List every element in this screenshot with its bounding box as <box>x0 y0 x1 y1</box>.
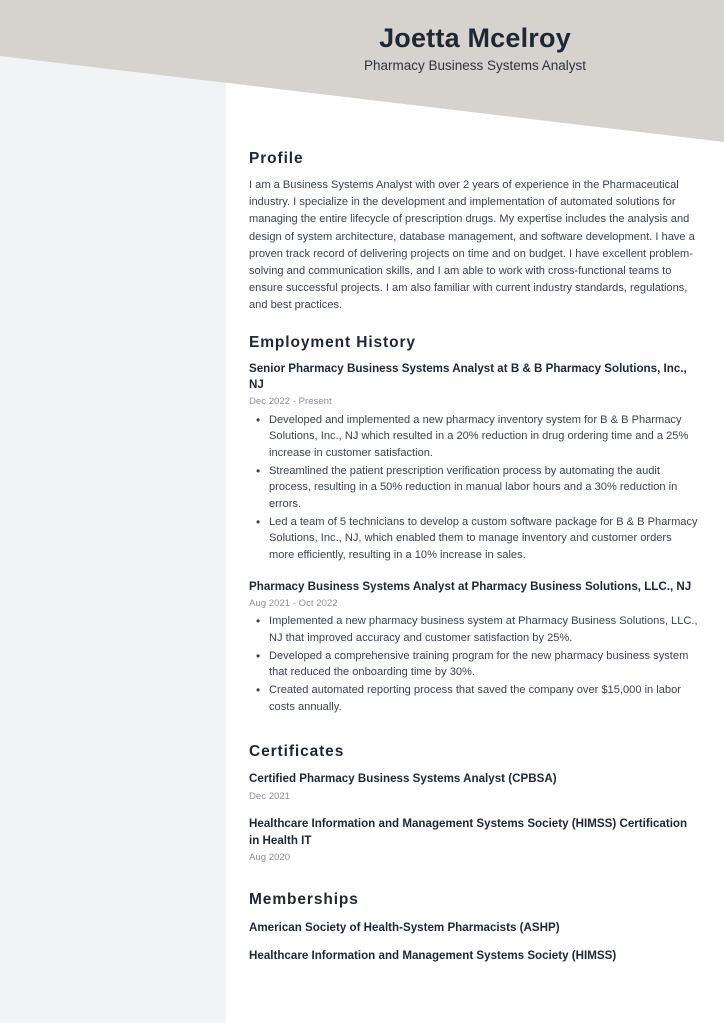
job-bullet: • Created automated reporting process that saved the company over $15,000 in labor costs annually. <box>249 682 699 715</box>
job-title: Pharmacy Business Systems Analyst <box>363 58 587 74</box>
main-content <box>249 150 699 976</box>
certificates-heading: Certificates <box>249 743 345 761</box>
job-title: Pharmacy Business Systems Analyst at Pharmacy Business Solutions, LLC., NJ <box>249 579 692 593</box>
certificate-date: Dec 2021 <box>249 790 291 802</box>
memberships-section <box>249 891 699 965</box>
job-bullet: • Streamlined the patient prescription verification process by automating the audit process, resulting in a 50% reduction in manual labor hours and a 30% reduction in errors. <box>249 463 699 513</box>
certificate-entry <box>249 816 699 864</box>
employment-heading: Employment History <box>249 333 416 351</box>
job-entry <box>249 579 699 716</box>
certificate-entry <box>249 771 699 803</box>
employment-section <box>249 334 699 716</box>
job-date: Dec 2022 - Present <box>249 396 332 408</box>
certificate-name: Healthcare Information and Management Systems Society (HIMSS) Certification in Health IT <box>249 817 688 847</box>
certificates-list <box>249 771 699 864</box>
job-entry <box>249 361 699 564</box>
job-bullets <box>249 412 699 564</box>
certificate-date: Aug 2020 <box>249 852 291 864</box>
memberships-list <box>249 920 699 965</box>
job-date: Aug 2021 - Oct 2022 <box>249 598 338 610</box>
memberships-heading: Memberships <box>249 890 359 908</box>
membership-name: American Society of Health-System Pharmacists (ASHP) <box>249 920 560 934</box>
certificate-name: Certified Pharmacy Business Systems Analyst (CPBSA) <box>249 772 557 786</box>
profile-heading: Profile <box>249 150 304 167</box>
membership-name: Healthcare Information and Management Systems Society (HIMSS) <box>249 948 617 962</box>
certificates-section <box>249 743 699 864</box>
page-title: Joetta Mcelroy <box>379 23 571 53</box>
jobs-list <box>249 361 699 716</box>
job-bullet: • Led a team of 5 technicians to develop a custom software package for B & B Pharmacy Solutions, Inc., NJ, which enabled them to manage inventory and customer orders more efficiently, resulting in a 10% increase in sales. <box>249 514 699 564</box>
membership-entry <box>249 920 699 936</box>
job-bullet: • Implemented a new pharmacy business system at Pharmacy Business Solutions, LLC., NJ that improved accuracy and customer satisfaction by 25%. <box>249 613 699 646</box>
profile-text: I am a Business Systems Analyst with over 2 years of experience in the Pharmaceutical industry. I specialize in the development and implementation of automated solutions for managing the entire lifecycle of prescription drugs. My expertise includes the analysis and design of system architecture, database management, and software development. I have a proven track record of delivering projects on time and on budget. I have excellent problem-solving and communication skills, and I am able to work with cross-functional teams to ensure successful projects. I am also familiar with current industry standards, regulations, and best practices. <box>249 179 695 312</box>
profile-section <box>249 150 699 315</box>
header-text <box>226 22 724 73</box>
job-bullets <box>249 613 699 715</box>
job-title: Senior Pharmacy Business Systems Analyst at B & B Pharmacy Solutions, Inc., NJ <box>249 361 687 391</box>
job-bullet: • Developed a comprehensive training program for the new pharmacy business system that reduced the onboarding time by 30%. <box>249 648 699 681</box>
job-bullet: • Developed and implemented a new pharmacy inventory system for B & B Pharmacy Solutions, Inc., NJ which resulted in a 20% reduction in drug ordering time and a 25% increase in customer satisfaction. <box>249 412 699 462</box>
membership-entry <box>249 948 699 964</box>
sidebar <box>0 0 226 1023</box>
